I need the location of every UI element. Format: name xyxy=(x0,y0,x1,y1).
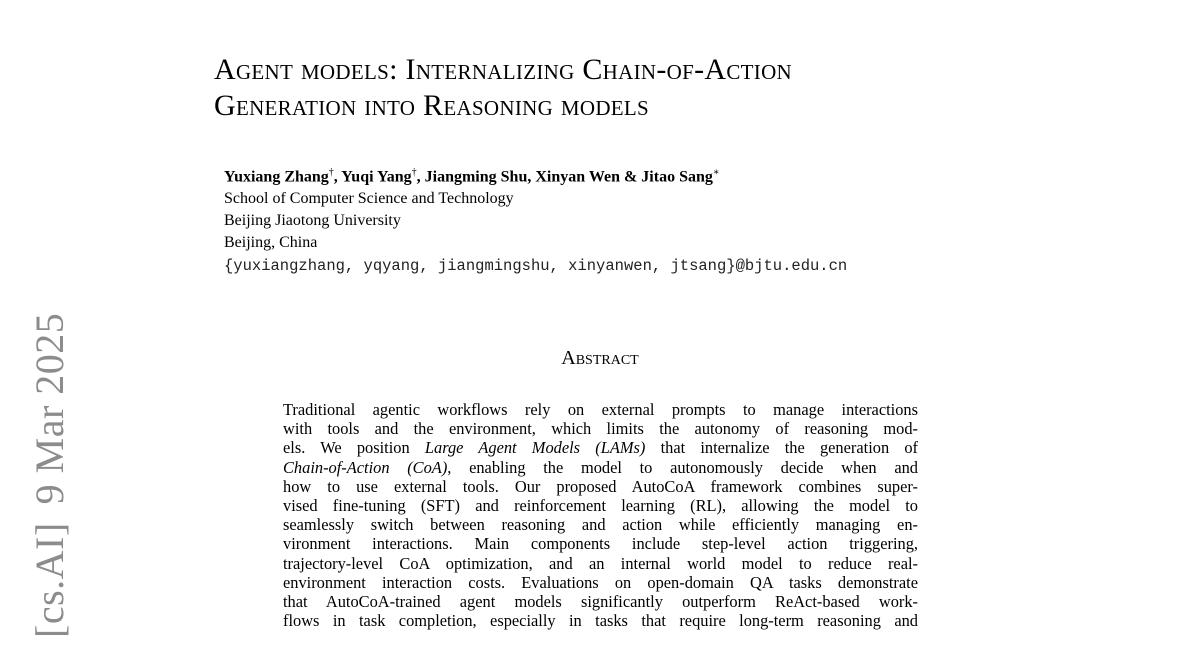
affiliation-school: School of Computer Science and Technology xyxy=(224,190,514,208)
abstract-italic-term: Chain-of-Action (CoA) xyxy=(283,457,448,477)
abstract-line xyxy=(283,458,918,477)
abstract-body xyxy=(283,400,918,648)
abstract-text: els. We position xyxy=(283,438,425,458)
author-name: Jiangming Shu xyxy=(424,168,528,186)
author-names xyxy=(224,162,847,188)
abstract-text: Traditional agentic workflows rely on external prompts to manage interactions xyxy=(283,400,918,419)
abstract-text: , enabling the model to autonomously decide when and xyxy=(447,457,918,477)
author-block xyxy=(224,162,847,277)
title-line-2: Generation into Reasoning models xyxy=(214,89,650,122)
abstract-text: with tools and the environment, which limits the autonomy of reasoning mod- xyxy=(283,419,918,439)
paper-title xyxy=(214,52,1034,124)
title-line-1: Agent models: Internalizing Chain-of-Action xyxy=(214,53,792,86)
abstract-text: trajectory-level CoA optimization, and an internal world model to reduce real- xyxy=(283,553,918,573)
author-footnote-mark: † xyxy=(328,167,334,178)
abstract-line xyxy=(283,496,918,515)
abstract-line xyxy=(283,592,918,611)
author-name: Xinyan Wen xyxy=(535,168,620,186)
affiliation-location: Beijing, China xyxy=(224,234,318,252)
abstract-line xyxy=(283,573,918,592)
author-separator: , xyxy=(527,168,536,186)
author-name: Yuqi Yang xyxy=(341,168,412,186)
abstract-text: how to use external tools. Our proposed AutoCoA framework combines super- xyxy=(283,476,918,496)
arxiv-category: [cs.AI] xyxy=(27,522,72,638)
abstract-line xyxy=(283,611,918,630)
abstract-line xyxy=(283,438,918,457)
abstract-text: vironment interactions. Main components include step-level action triggering, xyxy=(283,534,918,554)
author-footnote-mark: † xyxy=(411,167,417,178)
abstract-text: environment interaction costs. Evaluations on open-domain QA tasks demonstrate xyxy=(283,572,918,592)
abstract-line xyxy=(283,400,918,419)
author-name: Yuxiang Zhang xyxy=(224,168,329,186)
abstract-text: vised fine-tuning (SFT) and reinforcement learning (RL), allowing the model to xyxy=(283,496,918,516)
arxiv-date: 9 Mar 2025 xyxy=(27,312,72,505)
abstract-line xyxy=(283,419,918,438)
abstract-line xyxy=(283,554,918,573)
abstract-text: seamlessly switch between reasoning and action while efficiently managing en- xyxy=(283,515,918,535)
abstract-line xyxy=(283,534,918,553)
author-footnote-mark: ∗ xyxy=(712,167,720,178)
author-separator: , xyxy=(333,168,342,186)
abstract-line xyxy=(283,515,918,534)
affiliation-university: Beijing Jiaotong University xyxy=(224,212,401,230)
abstract-text: flows in task completion, especially in tasks that require long-term reasoning and xyxy=(283,611,918,631)
abstract-heading: Abstract xyxy=(561,347,639,369)
abstract-text: that AutoCoA-trained agent models significantly outperform ReAct-based work- xyxy=(283,592,918,612)
author-separator: & xyxy=(619,168,642,186)
author-separator: , xyxy=(416,168,425,186)
abstract-italic-term: Large Agent Models (LAMs) xyxy=(424,438,646,458)
author-name: Jitao Sang xyxy=(641,168,713,186)
abstract-text: that internalize the generation of xyxy=(645,438,918,458)
abstract-line xyxy=(283,477,918,496)
author-emails: {yuxiangzhang, yqyang, jiangmingshu, xinyanwen, jtsang}@bjtu.edu.cn xyxy=(224,257,848,276)
